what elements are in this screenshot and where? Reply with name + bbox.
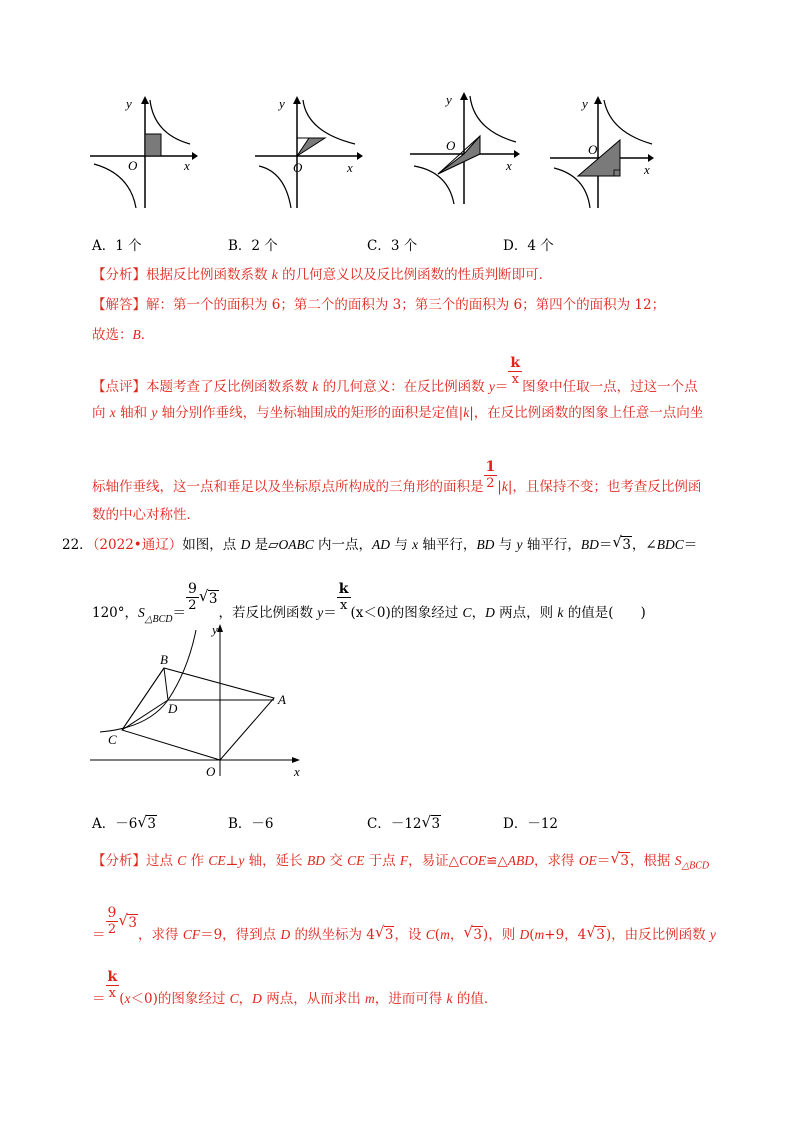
analysis-tag: 【分析】 (92, 853, 146, 869)
label-x: x (294, 764, 300, 779)
option-b[interactable] (228, 234, 278, 254)
option-letter: C． (367, 816, 391, 832)
sqrt-3: √ 3 (137, 813, 156, 832)
sqrt-3: √ 3 (612, 533, 631, 553)
fraction-one-half: $\frac{1}{2}$ (485, 459, 496, 491)
label-B: B (160, 652, 168, 667)
figure-2 (253, 96, 363, 211)
label-O: O (206, 764, 216, 779)
option-text: 3 个 (390, 238, 418, 254)
segment-BD (164, 668, 168, 700)
comment-tag: 【点评】 (92, 378, 146, 395)
option-letter: D． (503, 238, 528, 254)
origin-label: O (293, 160, 303, 175)
figure-3 (408, 92, 523, 207)
fraction-k-over-x: $\frac{k}{x}$ (510, 355, 521, 387)
hyperbola-branch (470, 96, 516, 142)
shaded-triangle (297, 138, 325, 156)
x-label: x (347, 160, 353, 175)
option-letter: D． (503, 816, 528, 832)
answer-choice: 故选：B． (92, 327, 155, 343)
label-D: D (168, 701, 178, 716)
question-source[interactable]: （2022•通辽） (92, 537, 183, 553)
option-text: 2 个 (251, 238, 278, 254)
option-d[interactable] (503, 812, 558, 832)
y-label: y (126, 96, 132, 111)
x-label: x (644, 162, 650, 177)
option-text: 4 个 (527, 238, 554, 254)
fraction-k-over-x: $\frac{k}{x}$ (338, 581, 349, 613)
question-22-line1: 22．（2022•通辽）如图，点 D 是▱OABC 内一点，AD 与 x 轴平行，BD 与 y 轴平行，BD＝ √ 3，∠BDC＝ (62, 533, 698, 553)
fraction-k-over-x: $\frac{k}{x}$ (107, 969, 118, 1001)
option-letter: A． (92, 238, 116, 254)
x-label: x (184, 158, 190, 173)
figure-1 (88, 96, 198, 211)
hyperbola-branch (303, 100, 355, 144)
answer-tag: 【解答】 (92, 297, 146, 313)
question-number: 22． (62, 537, 93, 553)
option-letter: B． (228, 816, 252, 832)
label-y: y (212, 622, 218, 637)
option-d[interactable] (503, 234, 554, 254)
figure-4 (548, 96, 658, 211)
analysis-22-line3: ＝ $\frac{k}{x}$ (x＜0)的图象经过 C，D 两点，从而求出 m，进而可得 k 的值． (92, 969, 498, 1007)
option-letter: A． (92, 816, 116, 832)
sqrt-3: √ 3 (421, 813, 441, 832)
option-text: 1 个 (115, 238, 142, 254)
option-text: －12 (527, 816, 559, 832)
comment-21-line2: 向 x 轴和 y 轴分别作垂线，与坐标轴围成的矩形的面积是定值|k|，在反比例函数的图象上任意一点向坐 (92, 405, 704, 421)
parallelogram-OABC (122, 668, 274, 760)
analysis-22-line1: 【分析】过点 C 作 CE⊥y 轴，延长 BD 交 CE 于点 F，易证△COE≌△ABD，求得 OE＝ √ 3，根据 $S_{\triangle BCD}$ (92, 849, 710, 872)
y-label: y (446, 92, 452, 107)
option-a[interactable] (92, 234, 142, 254)
hyperbola-branch (414, 166, 454, 204)
label-C: C (108, 732, 117, 747)
figure-22 (88, 620, 308, 780)
fraction-nine-halves: $\frac{9}{2}$ (107, 905, 117, 937)
y-label: y (582, 96, 588, 111)
comment-21-line3: 标轴作垂线，这一点和垂足以及坐标原点所构成的三角形的面积是 $\frac{1}{2}$ |k|，且保持不变；也考查反比例函 (92, 459, 702, 495)
analysis-21: 【分析】根据反比例函数系数 k 的几何意义以及反比例函数的性质判断即可． (92, 267, 553, 283)
label-A: A (278, 692, 286, 707)
origin-label: O (588, 142, 598, 157)
option-text: －6 (251, 816, 274, 832)
question-22-line2: 120°，$S_{\triangle BCD}=$ $\frac{9}{2}$ √ 3，若反比例函数 y＝ $\frac{k}{x}$ (x＜0)的图象经过 C，D 两点，则 k 的值是( ) (92, 581, 646, 626)
y-label: y (279, 96, 285, 111)
option-b[interactable] (228, 812, 274, 832)
fraction-nine-halves: $\frac{9}{2}$ (187, 581, 197, 613)
option-text: －6 (115, 816, 138, 832)
x-label: x (506, 158, 512, 173)
answer-21: 【解答】解：第一个的面积为 6；第二个的面积为 3；第三个的面积为 6；第四个的面积为 12； (92, 297, 666, 313)
comment-21-line1: 【点评】本题考查了反比例函数系数 k 的几何意义：在反比例函数 y＝ $\frac{k}{x}$ 图象中任取一点，过这一个点 (92, 355, 698, 395)
option-a[interactable] (92, 812, 157, 832)
hyperbola-branch (100, 630, 196, 732)
origin-label: O (128, 158, 138, 173)
shaded-rectangle (145, 134, 161, 156)
option-letter: B． (228, 238, 252, 254)
option-c[interactable] (367, 234, 417, 254)
origin-label: O (446, 138, 456, 153)
analysis-tag: 【分析】 (92, 267, 146, 283)
comment-21-line4: 数的中心对称性． (92, 507, 200, 523)
option-text: －12 (390, 816, 422, 832)
option-c[interactable] (367, 812, 441, 832)
hyperbola-branch (604, 100, 652, 144)
analysis-22-line2: ＝ $\frac{9}{2}$ √ 3，求得 CF＝9，得到点 D 的纵坐标为 4 √ 3，设 C(m， √ 3)，则 D(m+9，4 √ 3)，由反比例函数 y (92, 905, 716, 943)
segment-CD (122, 700, 168, 730)
option-letter: C． (367, 238, 391, 254)
hyperbola-branch (259, 166, 291, 208)
